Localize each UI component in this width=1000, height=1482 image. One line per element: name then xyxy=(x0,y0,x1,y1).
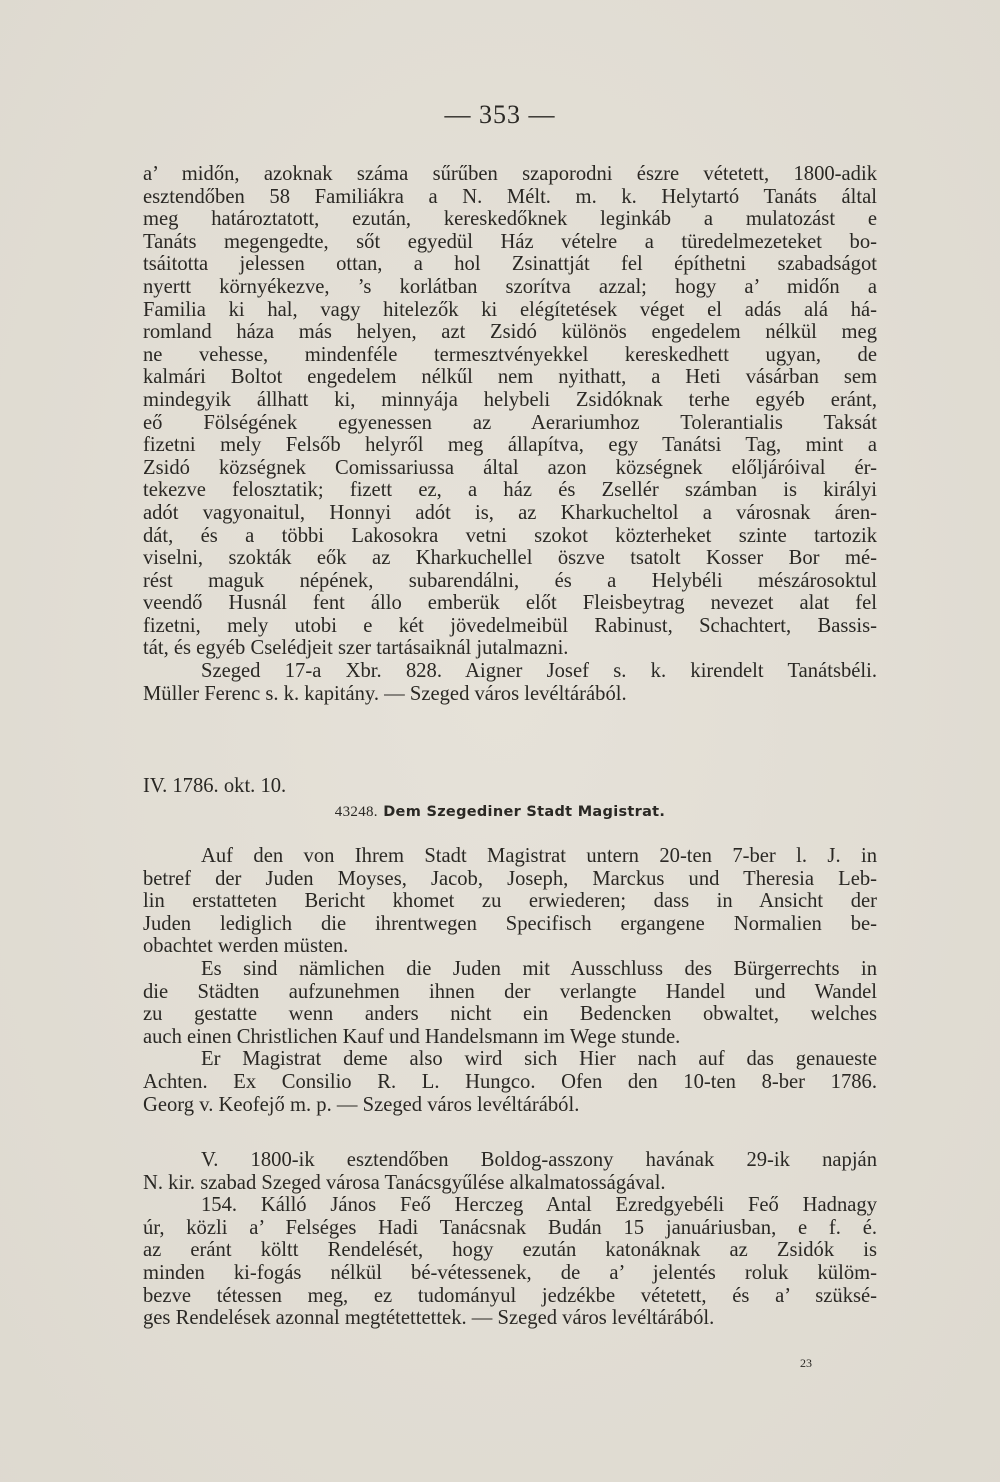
closing-line: Szeged 17-a Xbr. 828. Aigner Josef s. k. kirendelt Tanátsbéli. xyxy=(201,660,877,683)
section-heading xyxy=(0,804,1000,821)
text-line: zu gestatte wenn anders nicht ein Bedencken obwaltet, welches xyxy=(143,1003,877,1026)
section-3-text xyxy=(143,1149,877,1330)
text-line: tekezve felosztatik; fizett ez, a ház és Zsellér számban is királyi xyxy=(143,479,877,502)
text-line: Auf den von Ihrem Stadt Magistrat untern 20-ten 7-ber l. J. in xyxy=(201,845,877,867)
text-line: minden ki-fogás nélkül bé-vétessenek, de a’ jelentés roluk külöm- xyxy=(143,1261,877,1284)
text-line: Zsidó községnek Comissariussa által azon községnek előljáróival ér- xyxy=(143,456,877,479)
text-line: fizetni mely Felsőb helyről meg állapítva, egy Tanátsi Tag, mint a xyxy=(143,434,877,457)
text-line: úr, közli a’ Felséges Hadi Tanácsnak Budán 15 januáriusban, e f. é. xyxy=(143,1216,877,1239)
text-line: romland háza más helyen, azt Zsidó különös engedelem nélkül meg xyxy=(143,321,877,344)
text-line: veendő Husnál fent állo emberük előt Fleisbeytrag nevezet alat fel xyxy=(143,592,877,615)
text-line: N. kir. szabad Szeged városa Tanácsgyűlése alkalmatosságával. xyxy=(143,1171,666,1194)
text-line: Juden lediglich die ihrentwegen Specifisch ergangene Normalien be- xyxy=(143,912,877,935)
text-line: auch einen Christlichen Kauf und Handelsmann im Wege stunde. xyxy=(143,1025,681,1048)
text-line: viselni, szokták eők az Kharkuchellel öszve tsatolt Kosser Bor mé- xyxy=(143,547,877,570)
page-number: — 353 — xyxy=(444,100,556,129)
section-title: IV. 1786. okt. 10. xyxy=(143,775,287,797)
closing-line: Müller Ferenc s. k. kapitány. — Szeged város levéltárából. xyxy=(143,682,627,705)
text-line: eő Fölségének egyenessen az Aerariumhoz Tolerantialis Taksát xyxy=(143,411,877,434)
text-line: Familia ki hal, vagy hitelezők ki elégítetések véget el adás alá há- xyxy=(143,298,877,321)
text-line: Georg v. Keofejő m. p. — Szeged város levéltárából. xyxy=(143,1093,580,1116)
text-line: Es sind nämlichen die Juden mit Ausschluss des Bürgerrechts in xyxy=(201,957,877,980)
section-2-text xyxy=(143,845,877,1116)
section-1-text xyxy=(143,163,877,705)
signature-mark: 23 xyxy=(800,1356,812,1370)
text-line: rést maguk népének, subarendálni, és a Helybéli mészárosoktul xyxy=(143,569,877,592)
heading-number: 43248. xyxy=(334,804,378,820)
text-line: tsáitotta jelessen ottan, a hol Zsinattját fel építhetni szabadságot xyxy=(143,253,877,276)
text-line: 154. Kálló János Feő Herczeg Antal Ezredgyebéli Feő Hadnagy xyxy=(201,1194,877,1217)
text-line: V. 1800-ik esztendőben Boldog-asszony havának 29-ik napján xyxy=(201,1149,877,1171)
text-line: Achten. Ex Consilio R. L. Hungco. Ofen den 10-ten 8-ber 1786. xyxy=(143,1070,877,1093)
text-line: ne vehesse, mindenféle termesztvényekkel kereskedhett ugyan, de xyxy=(143,343,877,366)
text-line: esztendőben 58 Familiákra a N. Mélt. m. k. Helytartó Tanáts által xyxy=(143,185,877,208)
text-line: fizetni, mely utobi e két jövedelmeibül Rabinust, Schachtert, Bassis- xyxy=(143,614,877,637)
text-line: lin erstatteten Bericht khomet zu erwiederen; dass in Ansicht der xyxy=(143,890,877,913)
text-line: adót vagyonaitul, Honnyi adót is, az Kharkucheltol a városnak áren- xyxy=(143,501,877,524)
text-line: obachtet werden müsten. xyxy=(143,935,349,958)
text-line: nyertt környékezve, ’s korlátban szorítva azzal; hogy a’ midőn a xyxy=(143,275,877,298)
section-2-title-block xyxy=(143,775,877,798)
text-line: Tanáts megengedte, sőt egyedül Ház vételre a türedelmezeteket bo- xyxy=(143,230,877,253)
text-line: bezve tétessen meg, ez tudományul jedzékbe vétetett, és a’ szüksé- xyxy=(143,1284,877,1307)
text-line: kalmári Boltot engedelem nélkűl nem nyithatt, a Heti vásárban sem xyxy=(143,366,877,389)
text-line: ges Rendelések azonnal megtétettettek. — Szeged város levéltárából. xyxy=(143,1307,715,1330)
text-line: tát, és egyéb Cselédjeit szer tartásaiknál jutalmazni. xyxy=(143,637,569,660)
text-line: betref der Juden Moyses, Jacob, Joseph, Marckus und Theresia Leb- xyxy=(143,867,877,890)
text-line: a’ midőn, azoknak száma sűrűben szaporodni észre vétetett, 1800-adik xyxy=(143,163,877,185)
text-line: meg határoztatott, ezután, kereskedőknek leginkáb a mulatozást e xyxy=(143,208,877,231)
text-line: az eránt költt Rendelését, hogy ezután katonáknak az Zsidók is xyxy=(143,1239,877,1262)
text-line: mindegyik állhatt ki, minnyája helybeli Zsidóknak terhe egyéb eránt, xyxy=(143,388,877,411)
heading-text: Dem Szegediner Stadt Magistrat. xyxy=(383,804,666,820)
text-line: dát, és a többi Lakosokra vetni szokot közterheket szinte tartozik xyxy=(143,524,877,547)
text-line: die Städten aufzunehmen ihnen der verlangte Handel und Wandel xyxy=(143,980,877,1003)
text-line: Er Magistrat deme also wird sich Hier nach auf das genaueste xyxy=(201,1048,877,1071)
